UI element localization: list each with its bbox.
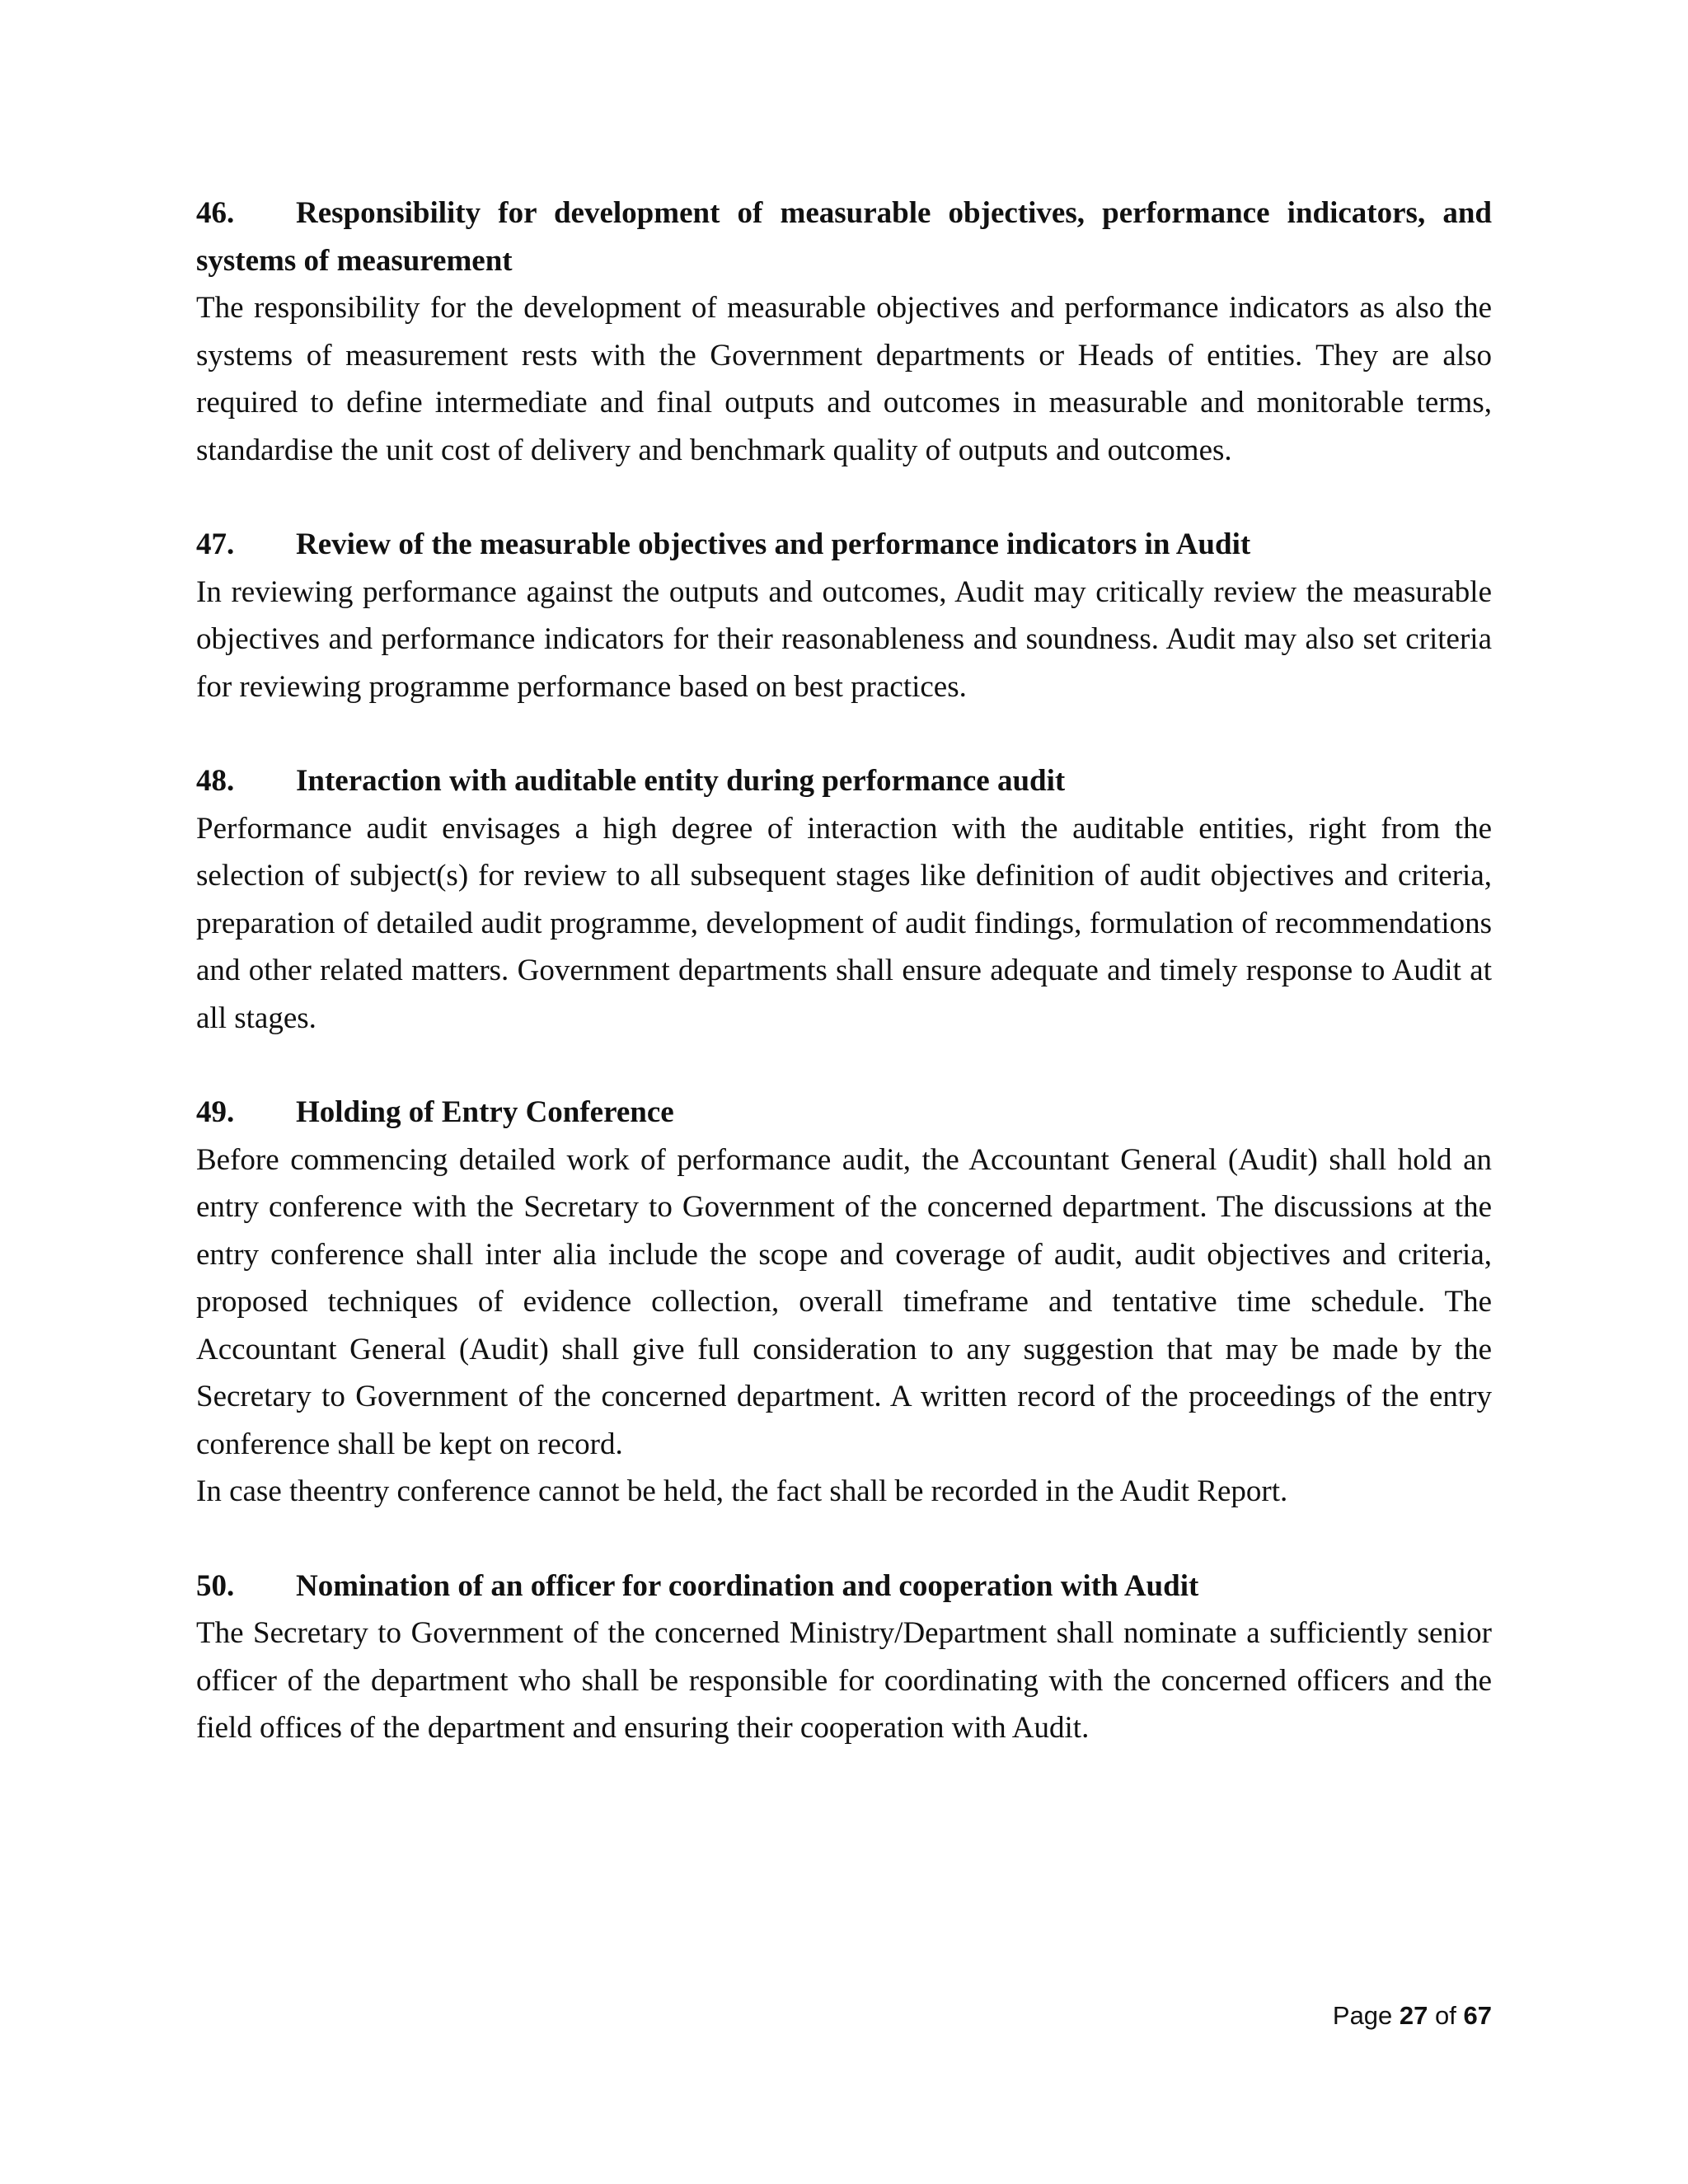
section-paragraph: In reviewing performance against the outputs and outcomes, Audit may critically review the measurable objectives and performance indicators for their reasonableness and soundness. Audit may also set criteria for reviewing programme performance based on best practices. (196, 574, 1492, 704)
section-paragraph: The Secretary to Government of the concerned Ministry/Department shall nominate a sufficiently senior officer of the department who shall be responsible for coordinating with the concerned officers and the field offices of the department and ensuring their cooperation with Audit. (196, 1616, 1492, 1745)
section-50 (196, 1563, 1492, 1752)
total-pages-number: 67 (1463, 2001, 1492, 2030)
section-title: Review of the measurable objectives and performance indicators in Audit (296, 527, 1251, 561)
page-number-footer (1333, 2001, 1492, 2031)
section-number: 48. (196, 764, 235, 798)
section-46 (196, 190, 1492, 474)
section-number: 49. (196, 1095, 235, 1129)
section-47 (196, 521, 1492, 710)
section-paragraph: Performance audit envisages a high degree of interaction with the auditable entities, right from the selection of subject(s) for review to all subsequent stages like definition of audit objectives and criteria, preparation of detailed audit programme, development of audit findings, formulation of recommendations and other related matters. Government departments shall ensure adequate and timely response to Audit at all stages. (196, 811, 1492, 1035)
section-paragraph: The responsibility for the development of measurable objectives and performance indicators as also the systems of measurement rests with the Government departments or Heads of entities. They are also required to define intermediate and final outputs and outcomes in measurable and monitorable terms, standardise the unit cost of delivery and benchmark quality of outputs and outcomes. (196, 291, 1492, 467)
section-title: Interaction with auditable entity during performance audit (296, 764, 1066, 798)
section-49 (196, 1089, 1492, 1516)
section-heading (196, 521, 1492, 569)
of-label: of (1435, 2001, 1456, 2030)
section-heading (196, 1563, 1492, 1610)
document-page (196, 190, 1492, 1799)
section-number: 47. (196, 527, 235, 561)
section-heading (196, 1089, 1492, 1137)
section-title: Nomination of an officer for coordination and cooperation with Audit (296, 1568, 1199, 1603)
section-heading (196, 757, 1492, 805)
section-title: Responsibility for development of measurable objectives, performance indicators, and systems of measurement (196, 196, 1492, 278)
section-heading (196, 190, 1492, 284)
current-page-number: 27 (1399, 2001, 1428, 2030)
section-paragraph: In case theentry conference cannot be held, the fact shall be recorded in the Audit Report. (196, 1474, 1288, 1508)
section-48 (196, 757, 1492, 1042)
section-number: 46. (196, 196, 235, 230)
section-paragraph: Before commencing detailed work of performance audit, the Accountant General (Audit) shall hold an entry conference with the Secretary to Government of the concerned department. The discussions at the entry conference shall inter alia include the scope and coverage of audit, audit objectives and criteria, proposed techniques of evidence collection, overall timeframe and tentative time schedule. The Accountant General (Audit) shall give full consideration to any suggestion that may be made by the Secretary to Government of the concerned department. A written record of the proceedings of the entry conference shall be kept on record. (196, 1142, 1492, 1461)
section-title: Holding of Entry Conference (296, 1095, 674, 1129)
page-label: Page (1332, 2001, 1393, 2030)
section-number: 50. (196, 1568, 235, 1603)
